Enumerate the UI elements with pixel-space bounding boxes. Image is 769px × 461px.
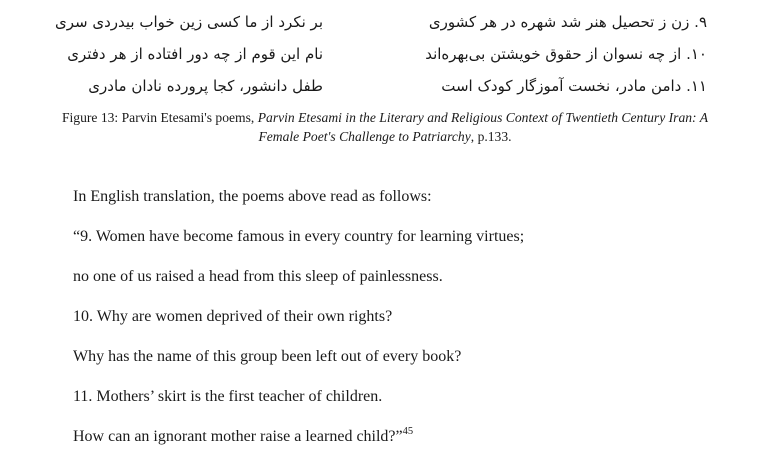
poem-verse-first-hemistich: ۹. زن ز تحصیل هنر شد شهره در هر کشوری xyxy=(428,13,707,31)
translation-line: “9. Women have become famous in every country for learning virtues; xyxy=(73,228,525,245)
translation-intro: In English translation, the poems above read as follows: xyxy=(73,188,432,205)
translation-line: Why has the name of this group been left out of every book? xyxy=(73,348,462,365)
poem-row xyxy=(0,42,769,70)
translation-line: 10. Why are women deprived of their own rights? xyxy=(73,308,393,325)
poem-row xyxy=(0,10,769,38)
poem-verse-second-hemistich: طفل دانشور، کجا پرورده نادان مادری xyxy=(88,77,323,95)
translation-line: 11. Mothers’ skirt is the first teacher of children. xyxy=(73,388,383,405)
poem-verse-first-hemistich: ۱۰. از چه نسوان از حقوق خویشتن بی‌بهره‌اند xyxy=(425,45,707,63)
caption-source-title: Parvin Etesami in the Literary and Religious Context of Twentieth Century Iran: A Female Poet's Challenge to Patriarchy xyxy=(257,110,709,144)
figure-caption xyxy=(60,108,710,146)
caption-prefix: Figure 13: Parvin Etesami's poems, xyxy=(61,110,258,125)
poem-verse-second-hemistich: نام این قوم از چه دور افتاده از هر دفتری xyxy=(67,45,323,63)
poem-verse-second-hemistich: بر نکرد از ما کسی زین خواب بیدردی سری xyxy=(54,13,323,31)
translation-line: no one of us raised a head from this sleep of painlessness. xyxy=(73,268,443,285)
translation-line: How can an ignorant mother raise a learned child?” xyxy=(73,428,403,445)
poem-verse-first-hemistich: ۱۱. دامن مادر، نخست آموزگار کودک است xyxy=(441,77,707,95)
translation-line-last xyxy=(73,427,413,447)
footnote-reference[interactable]: 45 xyxy=(402,426,414,437)
caption-suffix: , p.133. xyxy=(470,129,512,144)
poem-row xyxy=(0,74,769,102)
